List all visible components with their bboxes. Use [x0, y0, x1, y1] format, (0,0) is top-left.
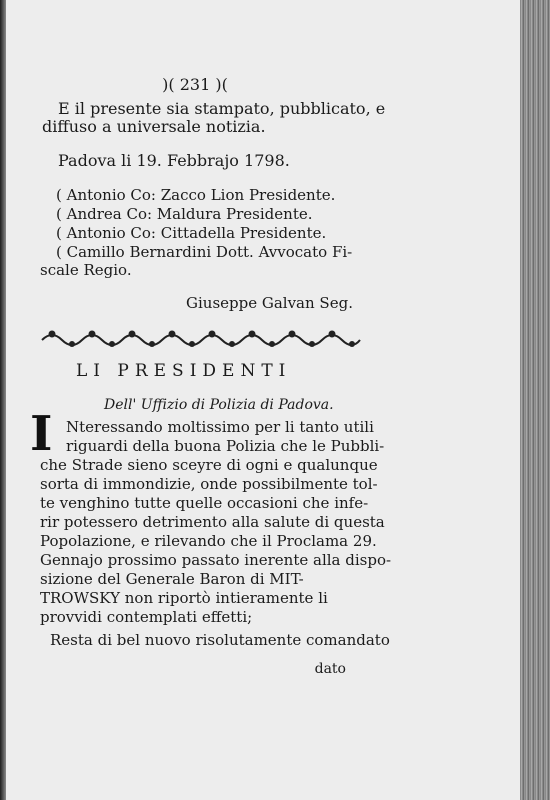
body-line-7: Popolazione, e rilevando che il Proclama 29.	[40, 532, 377, 550]
body-line-11: provvidi contemplati effetti;	[40, 608, 253, 626]
body-line-4: sorta di immondizie, onde possibilmente tol-	[40, 475, 378, 493]
body-line-10: TROWSKY non riportò intieramente li	[40, 589, 328, 607]
body-line-1: Nteressando moltissimo per li tanto utili	[66, 418, 374, 436]
catchword: dato	[314, 661, 346, 677]
section-heading: LI PRESIDENTI	[76, 361, 292, 381]
text-line-2: diffuso a universale notizia.	[42, 117, 266, 136]
body-line-12: Resta di bel nuovo risolutamente comandato	[50, 631, 390, 649]
page-number: )( 231 )(	[162, 75, 228, 94]
signatory-4: ( Camillo Bernardini Dott. Avvocato Fi-	[56, 243, 353, 261]
body-line-9: sizione del Generale Baron di MIT-	[40, 570, 304, 588]
body-line-3: che Strade sieno sceyre di ogni e qualunque	[40, 456, 378, 474]
body-line-5: te venghino tutte quelle occasioni che infe-	[40, 494, 369, 512]
signatory-2: ( Andrea Co: Maldura Presidente.	[56, 205, 313, 223]
signatory-3: ( Antonio Co: Cittadella Presidente.	[56, 224, 327, 242]
section-subheading: Dell' Uffizio di Polizia di Padova.	[104, 397, 334, 413]
date-line: Padova li 19. Febbrajo 1798.	[58, 151, 290, 170]
signatory-1: ( Antonio Co: Zacco Lion Presidente.	[56, 186, 336, 204]
page-edges	[520, 0, 550, 800]
signatory-5: scale Regio.	[40, 261, 132, 279]
floral-ornament-divider	[40, 328, 362, 348]
text-line-1: E il presente sia stampato, pubblicato, e	[58, 99, 386, 118]
secretary-signature: Giuseppe Galvan Seg.	[186, 294, 353, 312]
body-line-2: riguardi della buona Polizia che le Pubbli-	[66, 437, 385, 455]
body-line-8: Gennajo prossimo passato inerente alla dispo-	[40, 551, 392, 569]
drop-cap-initial: I	[30, 406, 53, 462]
body-line-6: rir potessero detrimento alla salute di questa	[40, 513, 385, 531]
